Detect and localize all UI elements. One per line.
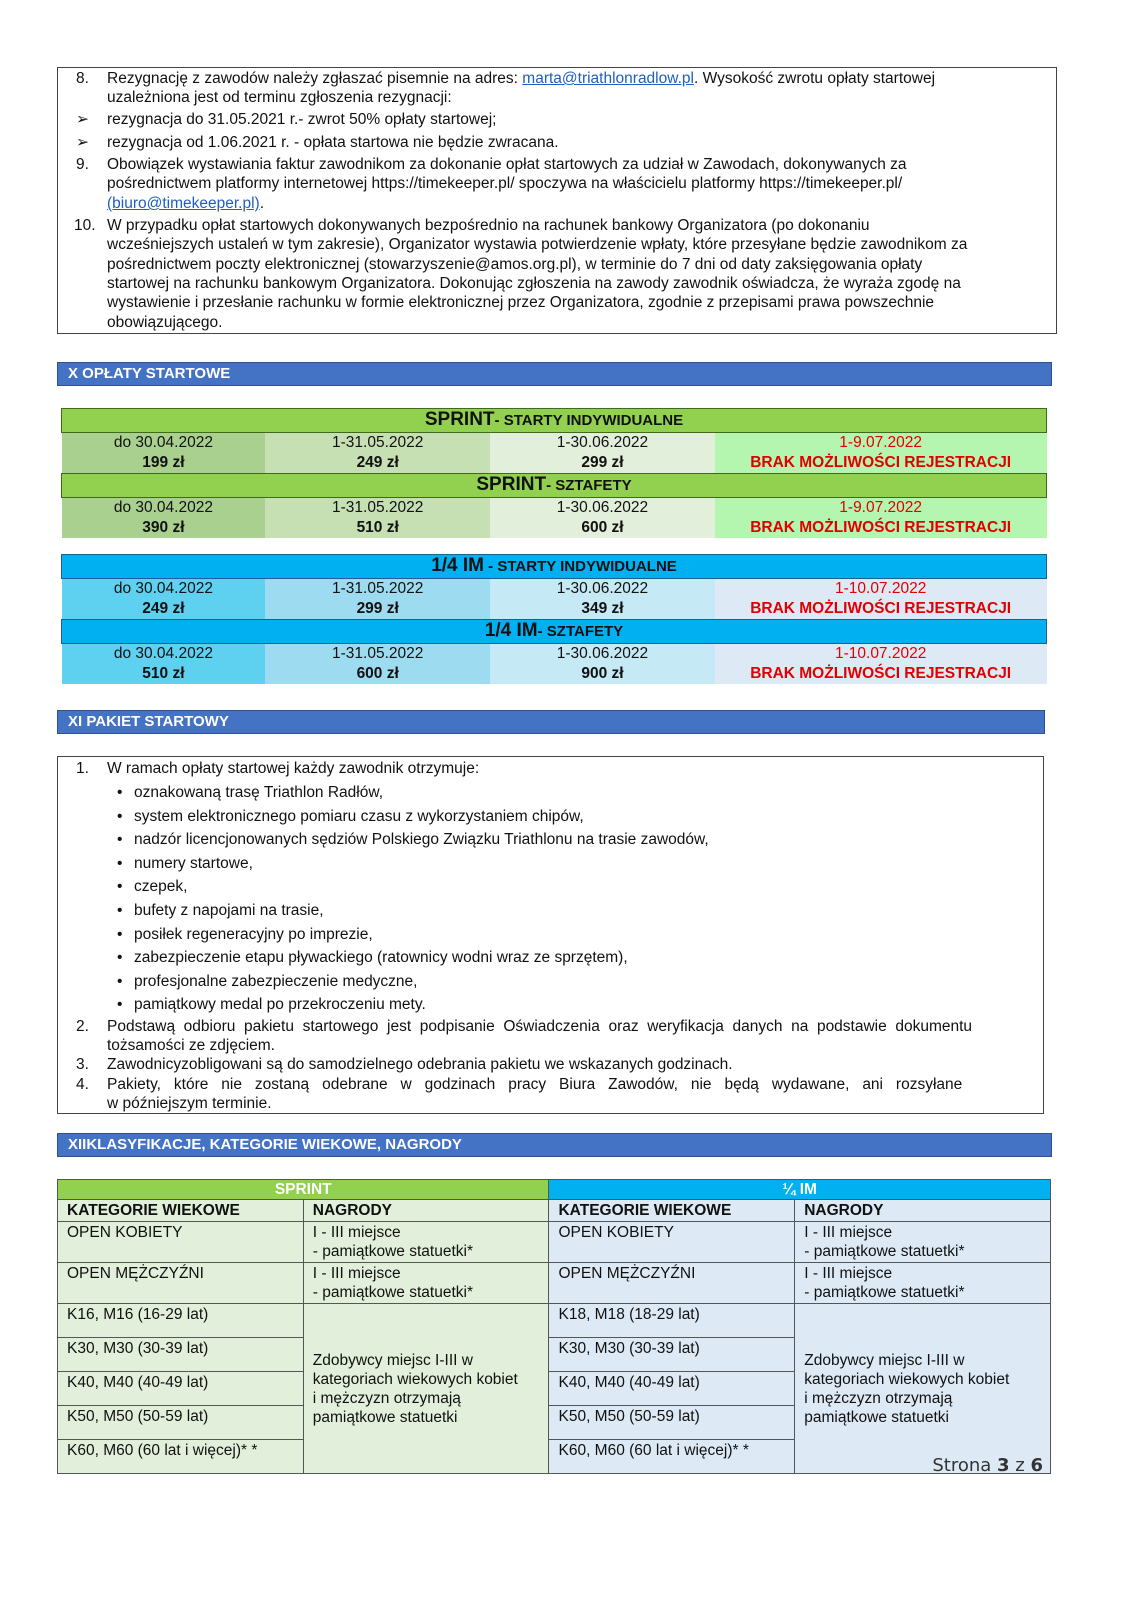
rule-line: Obowiązek wystawiania faktur zawodnikom za dokonanie opłat startowych za udział w Zawodach, dokonywanych za xyxy=(107,156,907,173)
arrow-bullet-icon: ➢ xyxy=(76,111,89,128)
packet-bullet-item: oznakowaną trasę Triathlon Radłów, xyxy=(134,784,384,801)
fee-prices-row: 390 zł 510 zł 600 zł BRAK MOŻLIWOŚCI REJESTRACJI xyxy=(62,518,1047,538)
rule-line: wystawienie i przesłanie rachunku w formie elektronicznej przez Organizatora, zgodnie z przepisami prawa powszechnie xyxy=(107,294,935,311)
email-link[interactable]: marta@triathlonradlow.pl xyxy=(522,70,694,87)
section-header-packet: XI PAKIET STARTOWY xyxy=(57,710,1045,734)
packet-bullet-item: system elektronicznego pomiaru czasu z wykorzystaniem chipów, xyxy=(134,807,584,825)
packet-item: Podstawą odbioru pakietu startowego jest podpisanie Oświadczenia oraz weryfikacja danych na podstawie dokumentu xyxy=(107,1018,973,1035)
bullet-dot-icon: • xyxy=(117,878,123,896)
rule-line: (biuro@timekeeper.pl). xyxy=(107,195,265,212)
fee-dates-row: do 30.04.2022 1-31.05.2022 1-30.06.2022 1-9.07.2022 xyxy=(62,433,1047,454)
age-row: K60, M60 (60 lat i więcej)* * K60, M60 (60 lat i więcej)* * xyxy=(58,1440,1051,1474)
bullet-dot-icon: • xyxy=(117,854,123,872)
page-number: Strona 3 z 6 xyxy=(932,1455,1043,1476)
bullet-dot-icon: • xyxy=(117,784,123,801)
rule-line: pośrednictwem platformy internetowej https://timekeeper.pl/ spoczywa na właścicielu platformy https://timekeeper.pl/ xyxy=(107,175,903,192)
item-number: 10. xyxy=(74,217,96,234)
packet-item: w późniejszym terminie. xyxy=(107,1095,272,1112)
packet-bullet-item: profesjonalne zabezpieczenie medyczne, xyxy=(134,972,418,990)
arrow-item: rezygnacja do 31.05.2021 r.- zwrot 50% opłaty startowej; xyxy=(107,111,497,128)
age-prize-cell: Zdobywcy miejsc I-III w kategoriach wiekowych kobiet i mężczyzn otrzymają pamiątkowe statuetki xyxy=(795,1304,1051,1474)
fee-prices-row: 199 zł 249 zł 299 zł BRAK MOŻLIWOŚCI REJESTRACJI xyxy=(62,453,1047,474)
item-number: 8. xyxy=(76,70,89,87)
im-relay-header: 1/4 IM- SZTAFETY xyxy=(62,620,1047,644)
packet-bullet-item: posiłek regeneracyjny po imprezie, xyxy=(134,925,373,943)
im-fee-table xyxy=(61,554,1047,684)
categories-table xyxy=(57,1179,1051,1474)
rule-line: uzależniona jest od terminu zgłoszenia rezygnacji: xyxy=(107,89,452,106)
bullet-dot-icon: • xyxy=(117,902,123,919)
age-row: K50, M50 (50-59 lat) K50, M50 (50-59 lat) xyxy=(58,1406,1051,1440)
item-number: 1. xyxy=(76,760,89,777)
email-link[interactable]: (biuro@timekeeper.pl) xyxy=(107,195,260,212)
item-number: 3. xyxy=(76,1056,89,1073)
packet-bullet-item: nadzór licencjonowanych sędziów Polskiego Związku Triathlonu na trasie zawodów, xyxy=(134,831,709,849)
fee-prices-row: 249 zł 299 zł 349 zł BRAK MOŻLIWOŚCI REJESTRACJI xyxy=(62,599,1047,620)
age-row: K16, M16 (16-29 lat) Zdobywcy miejsc I-III w kategoriach wiekowych kobiet i mężczyzn otrzymają pamiątkowe statuetki K18, M18 (18-29 lat) Zdobywcy miejsc I-III w kategoriach wiekowych kobiet i mężczyzn otrzymają pamiątkowe statuetki xyxy=(58,1304,1051,1338)
item-number: 2. xyxy=(76,1018,89,1035)
rule-line: wcześniejszych ustaleń w tym zakresie), Organizator wystawia potwierdzenie wpłaty, które przesyłane będzie zawodnikom za xyxy=(107,236,968,253)
bullet-dot-icon: • xyxy=(117,972,123,990)
fee-dates-row: do 30.04.2022 1-31.05.2022 1-30.06.2022 1-10.07.2022 xyxy=(62,644,1047,665)
packet-item: Zawodnicyzobligowani są do samodzielnego odebrania pakietu we wskazanych godzinach. xyxy=(107,1056,733,1073)
categories-header-row: KATEGORIE WIEKOWE NAGRODY KATEGORIE WIEKOWE NAGRODY xyxy=(58,1200,1051,1222)
item-number: 4. xyxy=(76,1076,89,1093)
age-prize-cell: Zdobywcy miejsc I-III w kategoriach wiekowych kobiet i mężczyzn otrzymają pamiątkowe statuetki xyxy=(303,1304,549,1474)
packet-bullet-item: czepek, xyxy=(134,878,188,896)
categories-title-row: SPRINT ¼ IM xyxy=(58,1180,1051,1200)
packet-bullet-item: pamiątkowy medal po przekroczeniu mety. xyxy=(134,996,426,1014)
section-header-fees: X OPŁATY STARTOWE xyxy=(57,362,1052,386)
packet-bullet-item: zabezpieczenie etapu pływackiego (ratownicy wodni wraz ze sprzętem), xyxy=(134,949,628,967)
packet-item: tożsamości ze zdjęciem. xyxy=(107,1037,275,1054)
fee-dates-row: do 30.04.2022 1-31.05.2022 1-30.06.2022 1-10.07.2022 xyxy=(62,579,1047,600)
packet-bullet-item: numery startowe, xyxy=(134,854,253,872)
rule-line: obowiązującego. xyxy=(107,314,223,331)
age-row: K30, M30 (30-39 lat) K30, M30 (30-39 lat) xyxy=(58,1338,1051,1372)
arrow-item: rezygnacja od 1.06.2021 r. - opłata startowa nie będzie zwracana. xyxy=(107,134,559,151)
fee-prices-row: 510 zł 600 zł 900 zł BRAK MOŻLIWOŚCI REJESTRACJI xyxy=(62,664,1047,684)
rule-line: Rezygnację z zawodów należy zgłaszać pisemnie na adres: marta@triathlonradlow.pl. Wysokość zwrotu opłaty startowej xyxy=(107,70,936,87)
packet-item: W ramach opłaty startowej każdy zawodnik otrzymuje: xyxy=(107,760,480,777)
bullet-dot-icon: • xyxy=(117,831,123,849)
age-row: K40, M40 (40-49 lat) K40, M40 (40-49 lat) xyxy=(58,1372,1051,1406)
packet-bullet-item: bufety z napojami na trasie, xyxy=(134,902,324,919)
sprint-fee-table xyxy=(61,408,1047,538)
rule-line: startowej na rachunku bankowym Organizatora. Dokonując zgłoszenia na zawody zawodnik oświadcza, że wyraża zgodę na xyxy=(107,275,961,292)
packet-item: Pakiety, które nie zostaną odebrane w godzinach pracy Biura Zawodów, nie będą wydawane, ani rozsyłane xyxy=(107,1076,963,1093)
open-row: OPEN KOBIETY I - III miejsce - pamiątkowe statuetki* OPEN KOBIETY I - III miejsce - pamiątkowe statuetki* xyxy=(58,1222,1051,1263)
im-individual-header: 1/4 IM - STARTY INDYWIDUALNE xyxy=(62,555,1047,579)
bullet-dot-icon: • xyxy=(117,949,123,967)
sprint-relay-header: SPRINT- SZTAFETY xyxy=(62,474,1047,498)
sprint-individual-header: SPRINT- STARTY INDYWIDUALNE xyxy=(62,409,1047,433)
bullet-dot-icon: • xyxy=(117,996,123,1014)
open-row: OPEN MĘŻCZYŹNI I - III miejsce - pamiątkowe statuetki* OPEN MĘŻCZYŹNI I - III miejsce - pamiątkowe statuetki* xyxy=(58,1263,1051,1304)
fee-dates-row: do 30.04.2022 1-31.05.2022 1-30.06.2022 1-9.07.2022 xyxy=(62,498,1047,519)
rule-line: W przypadku opłat startowych dokonywanych bezpośrednio na rachunek bankowy Organizatora (po dokonaniu xyxy=(107,217,870,234)
bullet-dot-icon: • xyxy=(117,925,123,943)
arrow-bullet-icon: ➢ xyxy=(76,134,89,151)
section-header-categories: XIIKLASYFIKACJE, KATEGORIE WIEKOWE, NAGRODY xyxy=(57,1133,1052,1157)
rule-line: pośrednictwem poczty elektronicznej (stowarzyszenie@amos.org.pl), w terminie do 7 dni od daty zaksięgowania opłaty xyxy=(107,256,923,273)
item-number: 9. xyxy=(76,156,89,173)
bullet-dot-icon: • xyxy=(117,807,123,825)
